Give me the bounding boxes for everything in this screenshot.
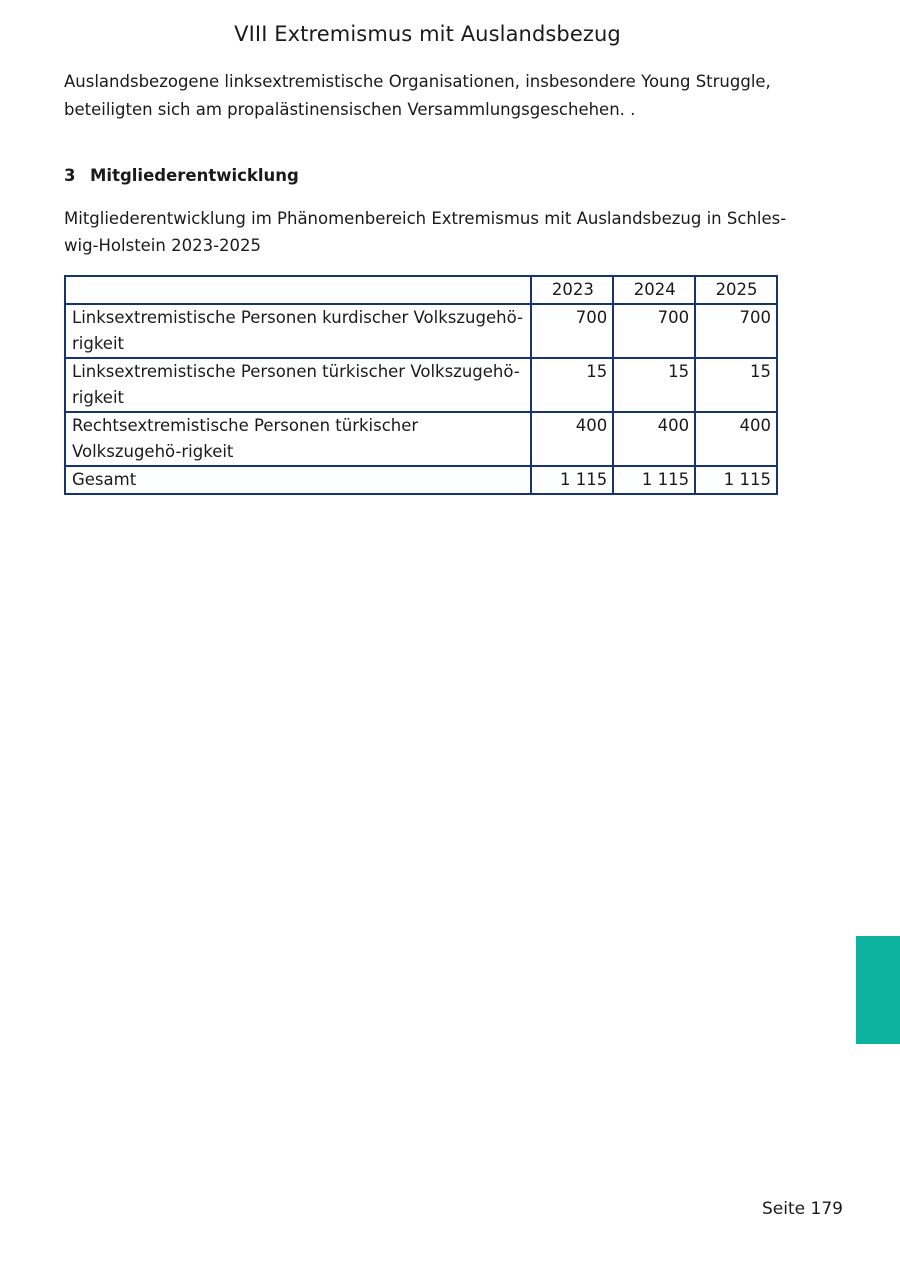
table-cell: 700 <box>695 304 777 358</box>
table-cell: 400 <box>613 412 695 466</box>
membership-table <box>64 275 778 495</box>
table-header-year: 2025 <box>695 276 777 304</box>
table-cell: 1 115 <box>695 466 777 494</box>
row-label: Gesamt <box>65 466 531 494</box>
table-cell: 15 <box>613 358 695 412</box>
section-number: 3 <box>64 166 76 185</box>
table-cell: 400 <box>695 412 777 466</box>
section-heading <box>64 166 299 185</box>
table-header-row <box>65 276 777 304</box>
table-cell: 15 <box>531 358 613 412</box>
chapter-side-tab <box>856 936 900 1044</box>
table-row <box>65 358 777 412</box>
section-title: Mitgliederentwicklung <box>90 166 299 185</box>
running-header: VIII Extremismus mit Auslandsbezug <box>234 22 621 46</box>
table-cell: 700 <box>613 304 695 358</box>
table-header-label <box>65 276 531 304</box>
table-cell: 1 115 <box>613 466 695 494</box>
intro-paragraph: Auslandsbezogene linksextremistische Organisationen, insbesondere Young Struggle, beteiligten sich am propalästinensischen Versammlungsgeschehen. . <box>64 72 771 119</box>
table-row <box>65 412 777 466</box>
table-cell: 1 115 <box>531 466 613 494</box>
table-header-year: 2023 <box>531 276 613 304</box>
table-cell: 700 <box>531 304 613 358</box>
row-label: Linksextremistische Personen kurdischer Volkszugehö-rigkeit <box>65 304 531 358</box>
row-label: Rechtsextremistische Personen türkischer Volkszugehö-rigkeit <box>65 412 531 466</box>
page-number: Seite 179 <box>762 1199 843 1219</box>
row-label: Linksextremistische Personen türkischer Volkszugehö-rigkeit <box>65 358 531 412</box>
table-cell: 400 <box>531 412 613 466</box>
table-cell: 15 <box>695 358 777 412</box>
table-row <box>65 304 777 358</box>
table-total-row <box>65 466 777 494</box>
table-caption: Mitgliederentwicklung im Phänomenbereich Extremismus mit Auslandsbezug in Schles-wig-Holstein 2023-2025 <box>64 209 787 255</box>
table-header-year: 2024 <box>613 276 695 304</box>
